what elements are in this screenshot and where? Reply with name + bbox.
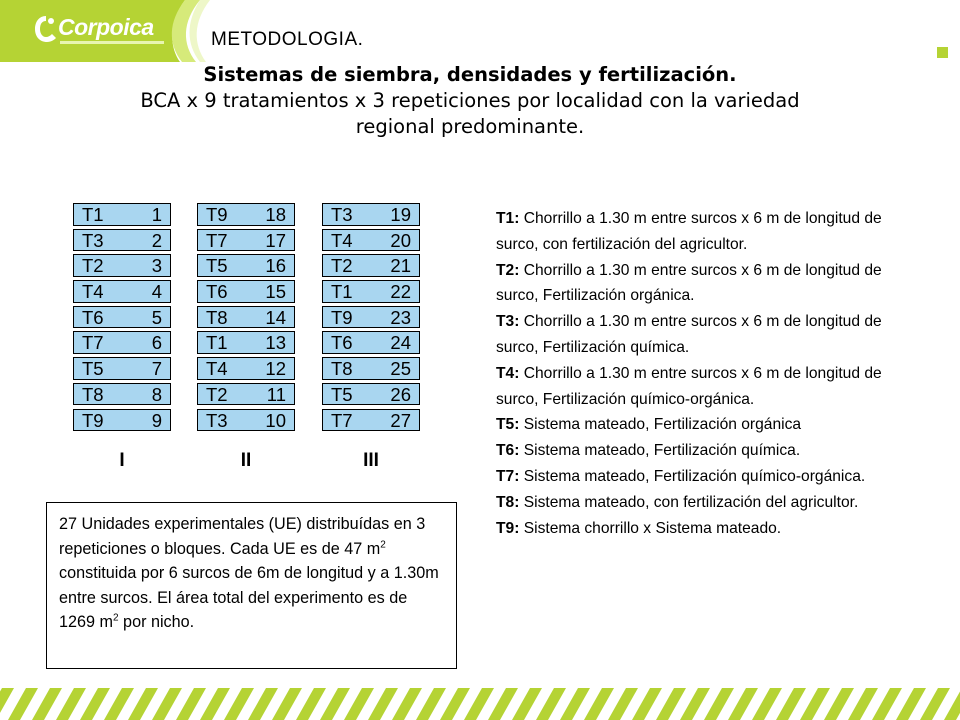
section-label: METODOLOGIA. [211, 29, 364, 50]
legend-text: Chorrillo a 1.30 m entre surcos x 6 m de longitud de surco, Fertilización químico-orgánica. [496, 364, 882, 408]
plot-treatment: T6 [206, 281, 228, 303]
info-text-3: por nicho. [118, 613, 195, 632]
plot-cell [197, 357, 295, 380]
plot-cell [322, 254, 420, 277]
repetition-column-3 [322, 203, 420, 434]
plot-treatment: T6 [331, 332, 353, 354]
plot-treatment: T8 [206, 306, 228, 328]
plot-cell [322, 203, 420, 226]
logo-tagline-bar [60, 41, 164, 44]
plot-number: 21 [390, 255, 411, 277]
plot-treatment: T7 [206, 229, 228, 251]
plot-number: 10 [265, 409, 286, 431]
legend-code: T5: [496, 416, 520, 434]
plot-treatment: T2 [206, 383, 228, 405]
plot-treatment: T3 [331, 204, 353, 225]
plot-number: 25 [390, 358, 411, 380]
corpoica-logo [34, 12, 164, 48]
info-text-1: 27 Unidades experimentales (UE) distribuídas en 3 repeticiones o bloques. Cada UE es de 47 m [59, 515, 426, 558]
plot-number: 5 [151, 306, 162, 328]
legend-code: T3: [496, 313, 520, 331]
plot-treatment: T2 [82, 255, 104, 277]
plot-number: 19 [390, 204, 411, 225]
title-subtitle: BCA x 9 tratamientos x 3 repeticiones por localidad con la variedad regional predominante. [140, 89, 800, 138]
plot-cell [73, 331, 171, 354]
plot-number: 15 [265, 281, 286, 303]
plot-number: 11 [266, 383, 286, 405]
legend-item-t8 [496, 490, 926, 516]
legend-item-t4 [496, 361, 926, 413]
plot-cell [197, 383, 295, 406]
plot-treatment: T5 [82, 358, 104, 380]
plot-cell [322, 409, 420, 432]
legend-code: T2: [496, 261, 520, 279]
legend-item-t9 [496, 516, 926, 542]
plot-number: 14 [265, 306, 286, 328]
footer-stripes-graphic [0, 688, 960, 720]
plot-cell [73, 254, 171, 277]
legend-text: Chorrillo a 1.30 m entre surcos x 6 m de longitud de surco, Fertilización orgánica. [496, 261, 882, 305]
info-sup-2: 2 [113, 612, 119, 624]
legend-item-t3 [496, 309, 926, 361]
legend-code: T7: [496, 467, 520, 485]
repetition-label-2: II [240, 450, 252, 471]
logo-emblem-icon [34, 14, 58, 44]
plot-treatment: T6 [82, 306, 104, 328]
plot-cell [73, 409, 171, 432]
legend-code: T6: [496, 442, 520, 460]
plot-treatment: T4 [82, 281, 104, 303]
legend-item-t2 [496, 258, 926, 310]
title-main: Sistemas de siembra, densidades y fertilización. [203, 63, 737, 86]
legend-text: Sistema mateado, Fertilización orgánica [519, 416, 802, 434]
plot-treatment: T4 [331, 229, 353, 251]
plot-number: 3 [151, 255, 162, 277]
legend-code: T9: [496, 519, 520, 537]
plot-treatment: T3 [82, 229, 104, 251]
legend-text: Sistema mateado, Fertilización químico-orgánica. [519, 467, 866, 485]
plot-number: 9 [151, 409, 162, 431]
plot-treatment: T1 [206, 332, 228, 354]
plot-cell [322, 383, 420, 406]
plot-number: 8 [151, 383, 162, 405]
legend-text: Sistema mateado, con fertilización del agricultor. [519, 493, 859, 511]
treatment-legend [496, 206, 926, 541]
info-text-2: constituida por 6 surcos de 6m de longitud y a 1.30m entre surcos. El área total del experimento es de 1269 m [59, 564, 439, 632]
plot-treatment: T5 [331, 383, 353, 405]
legend-item-t7 [496, 464, 926, 490]
plot-number: 26 [390, 383, 411, 405]
repetition-column-2 [197, 203, 295, 434]
plot-cell [322, 306, 420, 329]
plot-number: 12 [265, 358, 286, 380]
legend-code: T4: [496, 364, 520, 382]
plot-cell [197, 280, 295, 303]
plot-cell [197, 331, 295, 354]
plot-number: 20 [390, 229, 411, 251]
plot-cell [73, 203, 171, 226]
plot-treatment: T1 [331, 281, 353, 303]
corner-square-icon [937, 47, 948, 58]
legend-code: T8: [496, 493, 520, 511]
plot-cell [322, 280, 420, 303]
plot-number: 17 [265, 229, 286, 251]
plot-cell [322, 331, 420, 354]
plot-treatment: T4 [206, 358, 228, 380]
plot-cell [73, 357, 171, 380]
legend-code: T1: [496, 210, 520, 227]
logo-text: Corpoica [58, 14, 154, 40]
info-sup-1: 2 [380, 539, 386, 551]
footer-stripes [0, 688, 960, 720]
plot-number: 27 [390, 409, 411, 431]
plot-treatment: T7 [331, 409, 353, 431]
legend-text: Sistema mateado, Fertilización química. [519, 442, 801, 460]
plot-cell [197, 229, 295, 252]
plot-cell [197, 306, 295, 329]
plot-treatment: T9 [82, 409, 104, 431]
plot-cell [73, 229, 171, 252]
plot-cell [73, 383, 171, 406]
legend-text: Sistema chorrillo x Sistema mateado. [519, 519, 782, 537]
plot-treatment: T2 [331, 255, 353, 277]
plot-treatment: T9 [206, 204, 228, 225]
repetition-label-3: III [363, 450, 379, 471]
plot-number: 6 [151, 332, 162, 354]
plot-number: 2 [151, 229, 162, 251]
repetition-label-1: I [119, 450, 125, 471]
legend-text: Chorrillo a 1.30 m entre surcos x 6 m de longitud de surco, con fertilización del agricultor. [496, 210, 882, 253]
plot-treatment: T9 [331, 306, 353, 328]
legend-item-t1 [496, 206, 926, 258]
plot-number: 18 [265, 204, 286, 225]
plot-treatment: T8 [331, 358, 353, 380]
plot-treatment: T3 [206, 409, 228, 431]
plot-number: 4 [151, 281, 162, 303]
plot-cell [322, 357, 420, 380]
plot-cell [73, 280, 171, 303]
plot-cell [197, 409, 295, 432]
plot-number: 24 [390, 332, 411, 354]
plot-cell [73, 306, 171, 329]
plot-number: 13 [265, 332, 286, 354]
plot-treatment: T7 [82, 332, 104, 354]
plot-number: 22 [390, 281, 411, 303]
plot-cell [322, 229, 420, 252]
repetition-column-1 [73, 203, 171, 434]
info-box [46, 502, 457, 669]
plot-cell [197, 203, 295, 226]
plot-treatment: T1 [82, 204, 104, 225]
legend-text: Chorrillo a 1.30 m entre surcos x 6 m de longitud de surco, Fertilización química. [496, 313, 882, 356]
plot-cell [197, 254, 295, 277]
plot-number: 1 [151, 204, 162, 225]
plot-number: 23 [390, 306, 411, 328]
legend-item-t5 [496, 412, 926, 438]
plot-number: 16 [265, 255, 286, 277]
plot-number: 7 [151, 358, 162, 380]
slide-title [100, 62, 840, 140]
plot-treatment: T8 [82, 383, 104, 405]
legend-item-t6 [496, 438, 926, 464]
plot-treatment: T5 [206, 255, 228, 277]
